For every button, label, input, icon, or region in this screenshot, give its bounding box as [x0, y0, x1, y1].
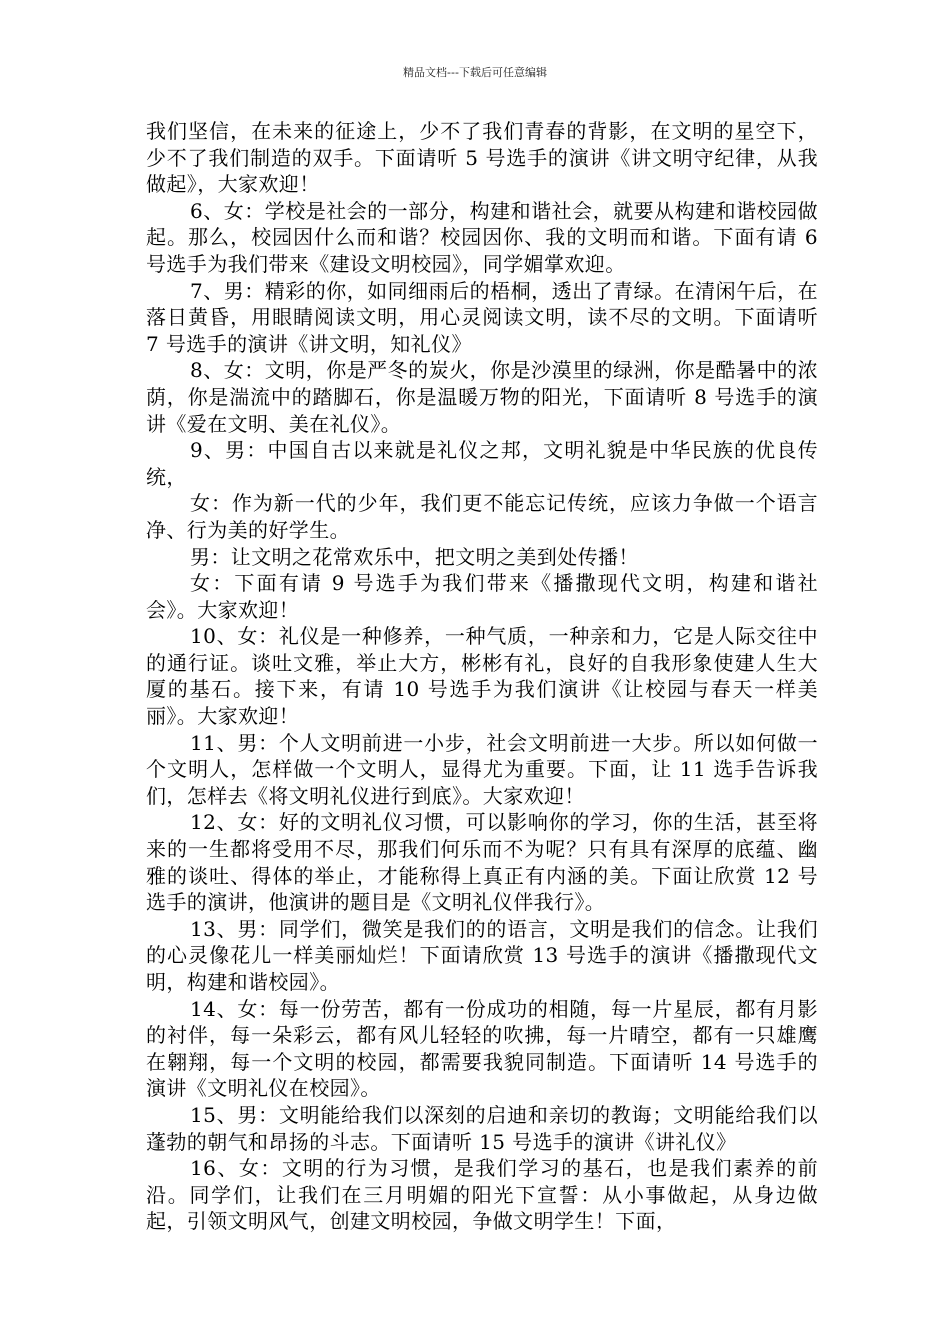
paragraph: 14、女：每一份劳苦，都有一份成功的相随，每一片星辰，都有月影的衬伴，每一朵彩云，都有风儿轻轻的吹拂，每一片晴空，都有一只雄鹰在翱翔，每一个文明的校园，都需要我貌同制造。下面请听 14 号选手的演讲《文明礼仪在校园》。 [146, 996, 818, 1101]
paragraph: 11、男：个人文明前进一小步，社会文明前进一大步。所以如何做一个文明人，怎样做一个文明人，显得尤为重要。下面，让 11 选手告诉我们，怎样去《将文明礼仪进行到底》。大家欢迎！ [146, 730, 818, 808]
paragraph: 9、男：中国自古以来就是礼仪之邦，文明礼貌是中华民族的优良传统， [146, 438, 818, 489]
paragraph: 我们坚信，在未来的征途上，少不了我们青春的背影，在文明的星空下，少不了我们制造的双手。下面请听 5 号选手的演讲《讲文明守纪律，从我做起》，大家欢迎！ [146, 119, 818, 197]
paragraph: 15、男：文明能给我们以深刻的启迪和亲切的教诲；文明能给我们以蓬勃的朝气和昂扬的斗志。下面请听 15 号选手的演讲《讲礼仪》 [146, 1102, 818, 1154]
paragraph: 10、女：礼仪是一种修养，一种气质，一种亲和力，它是人际交往中的通行证。谈吐文雅，举止大方，彬彬有礼，良好的自我形象使建人生大厦的基石。接下来，有请 10 号选手为我们演讲《让校园与春天一样美丽》。大家欢迎！ [146, 624, 818, 729]
paragraph: 女：下面有请 9 号选手为我们带来《播撒现代文明，构建和谐社会》。大家欢迎！ [146, 571, 818, 622]
paragraph: 7、男：精彩的你，如同细雨后的梧桐，透出了青绿。在清闲午后，在落日黄昏，用眼睛阅读文明，用心灵阅读文明，读不尽的文明。下面请听 7 号选手的演讲《讲文明，知礼仪》 [146, 278, 818, 356]
paragraph: 6、女：学校是社会的一部分，构建和谐社会，就要从构建和谐校园做起。那么，校园因什么而和谐？校园因你、我的文明而和谐。下面有请 6 号选手为我们带来《建设文明校园》，同学媚掌欢迎。 [146, 198, 818, 276]
paragraph: 13、男：同学们，微笑是我们的的语言，文明是我们的信念。让我们的心灵像花儿一样美丽灿烂！下面请欣赏 13 号选手的演讲《播撒现代文明，构建和谐校园》。 [146, 916, 818, 994]
paragraph: 8、女：文明，你是严冬的炭火，你是沙漠里的绿洲，你是酷暑中的浓荫，你是湍流中的踏脚石，你是温暖万物的阳光，下面请听 8 号选手的演讲《爱在文明、美在礼仪》。 [146, 358, 818, 436]
paragraph: 男：让文明之花常欢乐中，把文明之美到处传播！ [190, 544, 639, 569]
paragraph: 16、女：文明的行为习惯，是我们学习的基石，也是我们素养的前沿。同学们，让我们在三月明媚的阳光下宣誓：从小事做起，从身边做起，引领文明风气，创建文明校园，争做文明学生！下面， [146, 1156, 818, 1234]
document-body [146, 118, 818, 1235]
paragraph: 12、女：好的文明礼仪习惯，可以影响你的学习，你的生活，甚至将来的一生都将受用不尽，那我们何乐而不为呢？只有具有深厚的底蕴、幽雅的谈吐、得体的举止，才能称得上真正有内涵的美。下面让欣赏 12 号选手的演讲，他演讲的题目是《文明礼仪伴我行》。 [146, 810, 818, 915]
page-header: 精品文档---下载后可任意编辑 [403, 66, 547, 79]
paragraph: 女：作为新一代的少年，我们更不能忘记传统，应该力争做一个语言净、行为美的好学生。 [146, 491, 818, 542]
